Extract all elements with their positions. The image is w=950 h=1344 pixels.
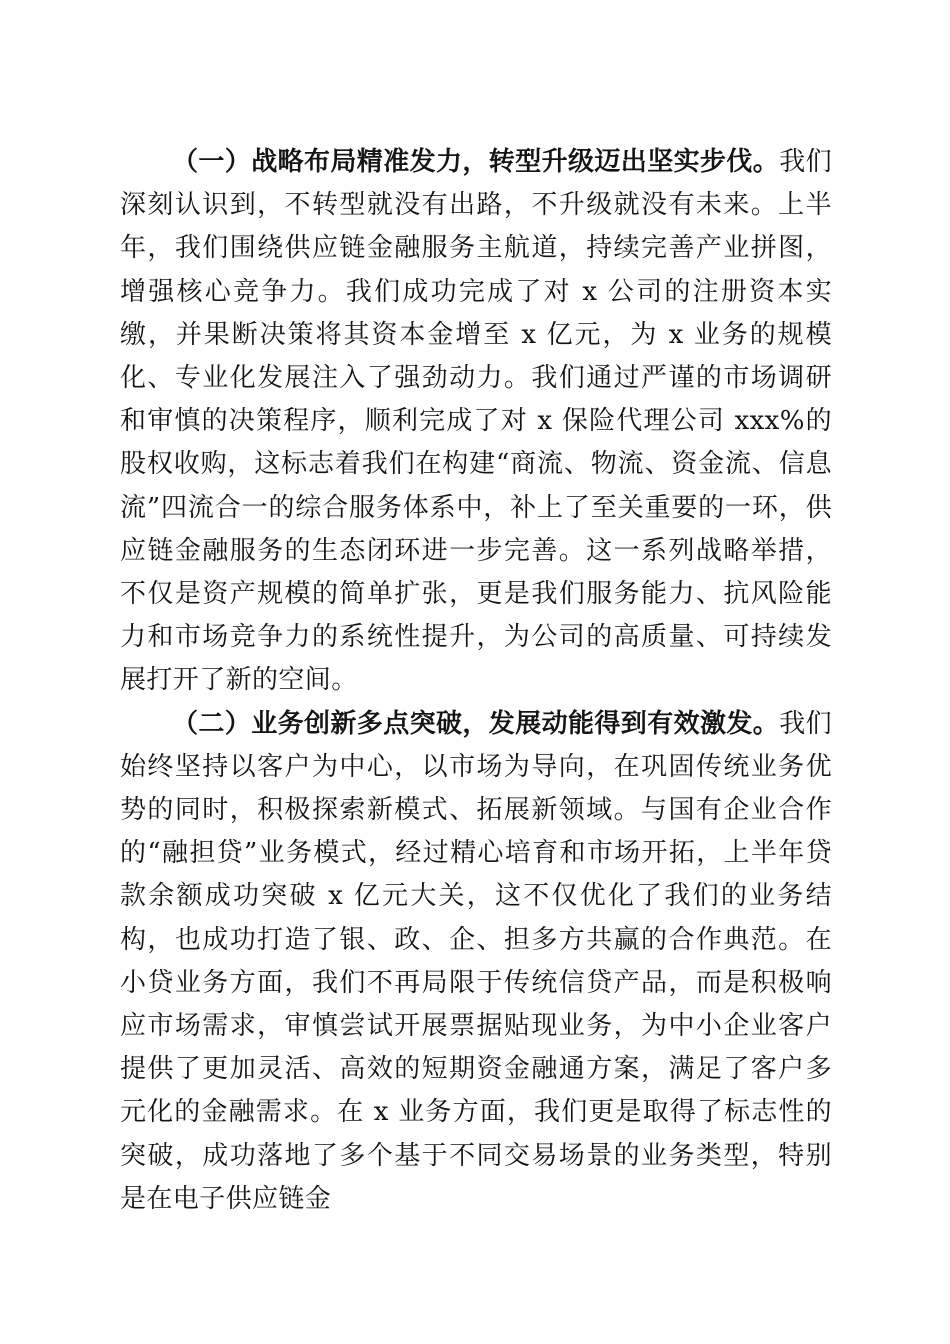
paragraph-heading: （一）战略布局精准发力，转型升级迈出坚实步伐。 — [172, 147, 780, 177]
paragraph-text: 我们深刻认识到，不转型就没有出路，不升级就没有未来。上半年，我们围绕供应链金融服务主航道，持续完善产业拼图，增强核心竞争力。我们成功完成了对 x 公司的注册资本实缴，并果断决策将其资本金增至 x 亿元，为 x 业务的规模化、专业化发展注入了强劲动力。我们通过严谨的市场调研和审慎的决策程序，顺利完成了对 x 保险代理公司 xxx%的股权收购，这标志着我们在构建“商流、物流、资金流、信息流”四流合一的综合服务体系中，补上了至关重要的一环，供应链金融服务的生态闭环进一步完善。这一系列战略举措，不仅是资产规模的简单扩张，更是我们服务能力、抗风险能力和市场竞争力的系统性提升，为公司的高质量、可持续发展打开了新的空间。 — [120, 147, 833, 696]
document-body — [120, 141, 832, 1221]
paragraph-heading: （二）业务创新多点突破，发展动能得到有效激发。 — [172, 708, 780, 739]
paragraph-text: 我们始终坚持以客户为中心，以市场为导向，在巩固传统业务优势的同时，积极探索新模式、拓展新领域。与国有企业合作的“融担贷”业务模式，经过精心培育和市场开拓，上半年贷款余额成功突破 x 亿元大关，这不仅优化了我们的业务结构，也成功打造了银、政、企、担多方共赢的合作典范。在小贷业务方面，我们不再局限于传统信贷产品，而是积极响应市场需求，审慎尝试开展票据贴现业务，为中小企业客户提供了更加灵活、高效的短期资金融通方案，满足了客户多元化的金融需求。在 x 业务方面，我们更是取得了标志性的突破，成功落地了多个基于不同交易场景的业务类型，特别是在电子供应链金 — [120, 708, 833, 1214]
paragraph-innovation — [120, 703, 832, 1221]
paragraph-strategy — [120, 141, 832, 703]
